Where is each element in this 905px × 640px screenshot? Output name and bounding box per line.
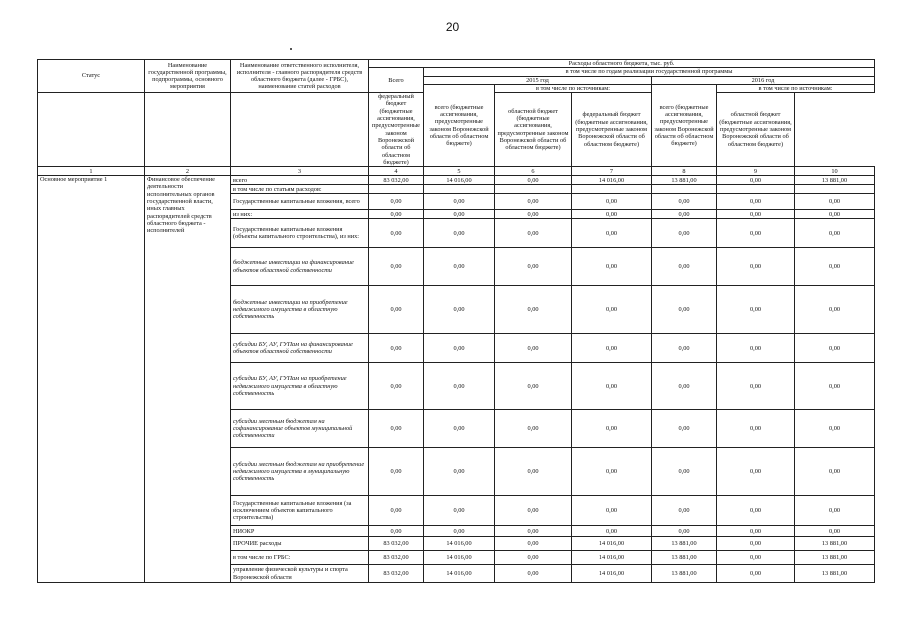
value-cell: 0,00: [652, 410, 717, 448]
header-by-years: в том числе по годам реализации государственной программы: [424, 68, 875, 76]
value-cell: 0,00: [495, 448, 572, 496]
col-number: 5: [424, 167, 495, 176]
value-cell: 0,00: [795, 410, 875, 448]
col-number: 3: [231, 167, 369, 176]
value-cell: 0,00: [572, 219, 652, 248]
value-cell: 0,00: [717, 210, 795, 219]
header-total: Всего: [369, 68, 424, 93]
row-label: Государственные капитальные вложения (за исключением объектов капитального строительства): [231, 496, 369, 526]
value-cell: 14 016,00: [572, 551, 652, 565]
value-cell: 0,00: [717, 565, 795, 583]
col-number: 7: [572, 167, 652, 176]
value-cell: 13 881,00: [652, 176, 717, 185]
value-cell: 83 032,00: [369, 565, 424, 583]
value-cell: 0,00: [369, 410, 424, 448]
value-cell: 14 016,00: [424, 537, 495, 551]
table-row: [38, 176, 875, 185]
scan-dot: [290, 48, 292, 50]
value-cell: 0,00: [369, 248, 424, 286]
value-cell: 0,00: [424, 334, 495, 363]
value-cell: 0,00: [424, 210, 495, 219]
value-cell: 14 016,00: [424, 565, 495, 583]
header-blank-1: [38, 93, 145, 167]
value-cell: 0,00: [572, 194, 652, 210]
value-cell: 83 032,00: [369, 551, 424, 565]
table-body: [38, 176, 875, 583]
value-cell: 0,00: [572, 448, 652, 496]
value-cell: 0,00: [369, 526, 424, 537]
value-cell: 0,00: [795, 496, 875, 526]
value-cell: 14 016,00: [572, 565, 652, 583]
value-cell: 0,00: [652, 210, 717, 219]
row-label: субсидии БУ, АУ, ГУПам на финансирование объектов областной собственности: [231, 334, 369, 363]
header-col6: федеральный бюджет (бюджетные ассигнования, предусмотренные законом Воронежской области об областном бюджете): [369, 93, 424, 167]
value-cell: 0,00: [369, 194, 424, 210]
program-cell: Финансовое обеспечение деятельности исполнительных органов государственной власти, иных главных распорядителей средств областного бюджета - исполнителей: [145, 176, 231, 583]
col-number: 6: [495, 167, 572, 176]
col-number: 10: [795, 167, 875, 176]
status-cell: Основное мероприятие 1: [38, 176, 145, 583]
value-cell: 0,00: [424, 248, 495, 286]
row-label: субсидии местным бюджетам на приобретение недвижимого имущества в муниципальную собственность: [231, 448, 369, 496]
header-program: Наименование государственной программы, подпрограммы, основного мероприятия: [145, 60, 231, 93]
row-label: субсидии местным бюджетам на софинансирование объектов муниципальной собственности: [231, 410, 369, 448]
value-cell: 0,00: [495, 194, 572, 210]
header-col7: областной бюджет (бюджетные ассигнования, предусмотренные законом Воронежской области об областном бюджете): [495, 93, 572, 167]
value-cell: 0,00: [717, 410, 795, 448]
value-cell: 0,00: [424, 194, 495, 210]
header-col9: федеральный бюджет (бюджетные ассигнования, предусмотренные законом Воронежской области об областном бюджете): [572, 93, 652, 167]
row-label: ПРОЧИЕ расходы: [231, 537, 369, 551]
value-cell: 0,00: [717, 334, 795, 363]
value-cell: 0,00: [424, 286, 495, 334]
value-cell: 0,00: [652, 363, 717, 410]
value-cell: [572, 185, 652, 194]
value-cell: 0,00: [652, 334, 717, 363]
header-col5: всего (бюджетные ассигнования, предусмотренные законом Воронежской области об областном бюджете): [424, 84, 495, 166]
value-cell: 0,00: [652, 248, 717, 286]
row-label: в том числе по статьям расходов:: [231, 185, 369, 194]
value-cell: [495, 185, 572, 194]
column-numbers-row: [38, 167, 875, 176]
header-sources-2015: в том числе по источникам:: [495, 84, 652, 92]
value-cell: 0,00: [369, 496, 424, 526]
value-cell: 0,00: [495, 526, 572, 537]
value-cell: 0,00: [495, 537, 572, 551]
value-cell: 0,00: [652, 496, 717, 526]
value-cell: [424, 185, 495, 194]
header-responsible: Наименование ответственного исполнителя, исполнителя - главного распорядителя средств областного бюджета (далее - ГРБС), наименование статей расходов: [231, 60, 369, 93]
value-cell: 0,00: [795, 248, 875, 286]
value-cell: 13 881,00: [652, 537, 717, 551]
value-cell: 0,00: [424, 363, 495, 410]
header-sources-2016: в том числе по источникам:: [717, 84, 875, 92]
row-label: управление физической культуры и спорта Воронежской области: [231, 565, 369, 583]
header-col8: всего (бюджетные ассигнования, предусмотренные законом Воронежской области об областном бюджете): [652, 84, 717, 166]
col-number: 9: [717, 167, 795, 176]
value-cell: 0,00: [495, 363, 572, 410]
value-cell: 0,00: [572, 363, 652, 410]
value-cell: 0,00: [495, 286, 572, 334]
value-cell: 13 881,00: [652, 551, 717, 565]
value-cell: 0,00: [717, 526, 795, 537]
value-cell: 0,00: [572, 410, 652, 448]
value-cell: 0,00: [572, 526, 652, 537]
col-number: 1: [38, 167, 145, 176]
value-cell: 83 032,00: [369, 176, 424, 185]
value-cell: 0,00: [652, 194, 717, 210]
value-cell: 13 881,00: [795, 537, 875, 551]
row-label: Государственные капитальные вложения (объекты капитального строительства), из них:: [231, 219, 369, 248]
header-year-2016: 2016 год: [652, 76, 875, 84]
value-cell: 0,00: [424, 448, 495, 496]
value-cell: 0,00: [369, 219, 424, 248]
value-cell: 0,00: [717, 448, 795, 496]
value-cell: 0,00: [495, 551, 572, 565]
value-cell: 0,00: [495, 565, 572, 583]
value-cell: [369, 185, 424, 194]
col-number: 2: [145, 167, 231, 176]
value-cell: 0,00: [424, 219, 495, 248]
value-cell: 0,00: [495, 176, 572, 185]
value-cell: 83 032,00: [369, 537, 424, 551]
value-cell: 0,00: [717, 551, 795, 565]
value-cell: 13 881,00: [652, 565, 717, 583]
value-cell: 0,00: [495, 219, 572, 248]
value-cell: 0,00: [369, 363, 424, 410]
value-cell: 0,00: [795, 194, 875, 210]
value-cell: 13 881,00: [795, 176, 875, 185]
value-cell: 0,00: [369, 210, 424, 219]
value-cell: 14 016,00: [424, 176, 495, 185]
value-cell: 14 016,00: [572, 176, 652, 185]
value-cell: 0,00: [717, 176, 795, 185]
header-expenses-title: Расходы областного бюджета, тыс. руб.: [369, 60, 875, 68]
value-cell: 0,00: [424, 526, 495, 537]
row-label: из них:: [231, 210, 369, 219]
value-cell: 0,00: [369, 286, 424, 334]
value-cell: 0,00: [572, 248, 652, 286]
header-year-2015: 2015 год: [424, 76, 652, 84]
value-cell: 0,00: [717, 537, 795, 551]
value-cell: 0,00: [795, 526, 875, 537]
header-status: Статус: [38, 60, 145, 93]
row-label: в том числе по ГРБС:: [231, 551, 369, 565]
value-cell: 0,00: [572, 210, 652, 219]
value-cell: 0,00: [795, 210, 875, 219]
value-cell: 0,00: [495, 334, 572, 363]
value-cell: 0,00: [795, 334, 875, 363]
value-cell: 0,00: [495, 496, 572, 526]
row-label: бюджетные инвестиции на приобретение недвижимого имущества в областную собственность: [231, 286, 369, 334]
value-cell: 0,00: [424, 410, 495, 448]
value-cell: 0,00: [572, 334, 652, 363]
value-cell: 0,00: [717, 194, 795, 210]
value-cell: 0,00: [652, 286, 717, 334]
col-number: 8: [652, 167, 717, 176]
value-cell: 0,00: [717, 248, 795, 286]
value-cell: 0,00: [717, 286, 795, 334]
value-cell: 0,00: [369, 448, 424, 496]
value-cell: 0,00: [572, 496, 652, 526]
row-label: всего: [231, 176, 369, 185]
value-cell: 0,00: [652, 526, 717, 537]
header-col10: областной бюджет (бюджетные ассигнования, предусмотренные законом Воронежской области об областном бюджете): [717, 93, 795, 167]
value-cell: 0,00: [495, 410, 572, 448]
value-cell: 0,00: [424, 496, 495, 526]
value-cell: 0,00: [572, 286, 652, 334]
budget-table: [37, 59, 875, 583]
value-cell: 0,00: [795, 363, 875, 410]
row-label: Государственные капитальные вложения, всего: [231, 194, 369, 210]
value-cell: 0,00: [717, 363, 795, 410]
value-cell: 0,00: [795, 448, 875, 496]
value-cell: 0,00: [795, 219, 875, 248]
header-blank-3: [231, 93, 369, 167]
page-number: 20: [445, 20, 460, 34]
value-cell: 0,00: [652, 219, 717, 248]
value-cell: [717, 185, 795, 194]
value-cell: 0,00: [795, 286, 875, 334]
row-label: бюджетные инвестиции на финансирование объектов областной собственности: [231, 248, 369, 286]
value-cell: [652, 185, 717, 194]
value-cell: 0,00: [717, 496, 795, 526]
value-cell: 0,00: [495, 248, 572, 286]
value-cell: 0,00: [652, 448, 717, 496]
value-cell: 0,00: [717, 219, 795, 248]
value-cell: 0,00: [369, 334, 424, 363]
col-number: 4: [369, 167, 424, 176]
value-cell: 13 881,00: [795, 551, 875, 565]
value-cell: [795, 185, 875, 194]
value-cell: 0,00: [495, 210, 572, 219]
value-cell: 14 016,00: [572, 537, 652, 551]
row-label: НИОКР: [231, 526, 369, 537]
value-cell: 14 016,00: [424, 551, 495, 565]
value-cell: 13 881,00: [795, 565, 875, 583]
header-blank-2: [145, 93, 231, 167]
row-label: субсидии БУ, АУ, ГУПам на приобретение недвижимого имущества в областную собственность: [231, 363, 369, 410]
